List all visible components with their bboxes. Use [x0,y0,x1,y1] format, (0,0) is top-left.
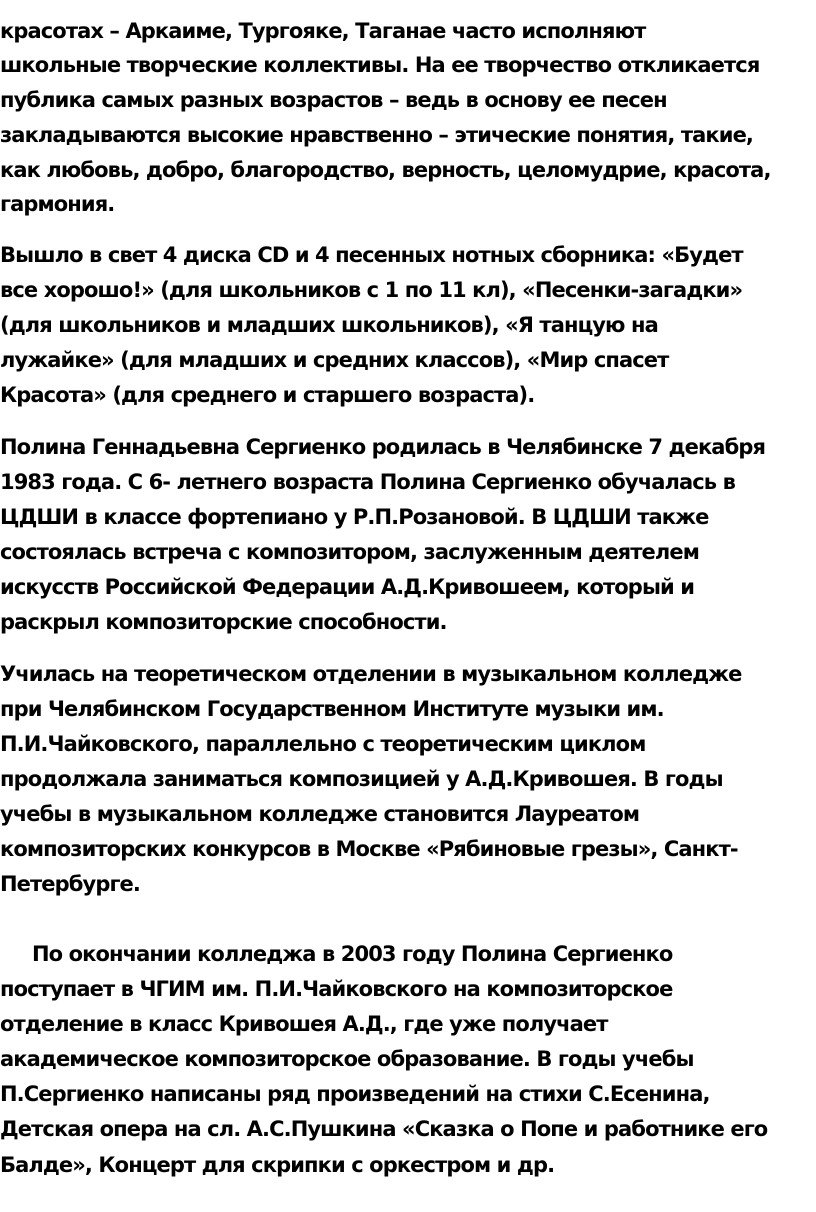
paragraph-2-line-4: лужайке» (для младших и средних классов), «Мир спасет [0,348,669,372]
paragraph-1-line-3: публика самых разных возрастов – ведь в основу ее песен [0,88,667,112]
paragraph-4-line-5: учебы в музыкальном колледже становится Лауреатом [0,802,640,826]
paragraph-3-line-2: 1983 года. С 6- летнего возраста Полина Сергиенко обучалась в [0,470,735,494]
paragraph-4-line-7: Петербурге. [0,872,140,896]
paragraph-5-line-3: отделение в класс Кривошея А.Д., где уже получает [0,1012,608,1036]
paragraph-2-line-2: все хорошо!» (для школьников с 1 по 11 кл), «Песенки-загадки» [0,278,743,302]
paragraph-2-line-1: Вышло в свет 4 диска CD и 4 песенных нотных сборника: «Будет [0,243,743,267]
paragraph-1-line-5: как любовь, добро, благородство, верность, целомудрие, красота, [0,158,771,182]
paragraph-4-line-6: композиторских конкурсов в Москве «Рябиновые грезы», Санкт- [0,837,738,861]
paragraph-5-line-1: По окончании колледжа в 2003 году Полина Сергиенко [32,942,673,966]
paragraph-2-line-5: Красота» (для среднего и старшего возраста). [0,383,535,407]
paragraph-5-line-4: академическое композиторское образование. В годы учебы [0,1047,694,1071]
paragraph-5-line-5: П.Сергиенко написаны ряд произведений на стихи С.Есенина, [0,1082,710,1106]
paragraph-3-line-4: состоялась встреча с композитором, заслуженным деятелем [0,540,699,564]
paragraph-4-line-4: продолжала заниматься композицией у А.Д.Кривошея. В годы [0,767,723,791]
paragraph-1-line-4: закладываются высокие нравственно – этические понятия, такие, [0,123,753,147]
paragraph-1-line-6: гармония. [0,192,115,216]
paragraph-3-line-3: ЦДШИ в классе фортепиано у Р.П.Розановой. В ЦДШИ также [0,505,709,529]
paragraph-5-line-6: Детская опера на сл. А.С.Пушкина «Сказка о Попе и работнике его [0,1117,768,1141]
paragraph-5-line-7: Балде», Концерт для скрипки с оркестром и др. [0,1153,555,1177]
paragraph-3-line-6: раскрыл композиторские способности. [0,610,447,634]
paragraph-5-line-2: поступает в ЧГИМ им. П.И.Чайковского на композиторское [0,977,673,1001]
paragraph-3-line-1: Полина Геннадьевна Сергиенко родилась в Челябинске 7 декабря [0,435,766,459]
paragraph-1-line-2: школьные творческие коллективы. На ее творчество откликается [0,53,760,77]
paragraph-4-line-2: при Челябинском Государственном Институте музыки им. [0,697,664,721]
paragraph-3-line-5: искусств Российской Федерации А.Д.Кривошеем, который и [0,575,695,599]
paragraph-4-line-3: П.И.Чайковского, параллельно с теоретическим циклом [0,732,646,756]
paragraph-1-line-1: красотах – Аркаиме, Тургояке, Таганае часто исполняют [0,19,646,43]
paragraph-4-line-1: Училась на теоретическом отделении в музыкальном колледже [0,662,742,686]
paragraph-2-line-3: (для школьников и младших школьников), «Я танцую на [0,313,658,337]
